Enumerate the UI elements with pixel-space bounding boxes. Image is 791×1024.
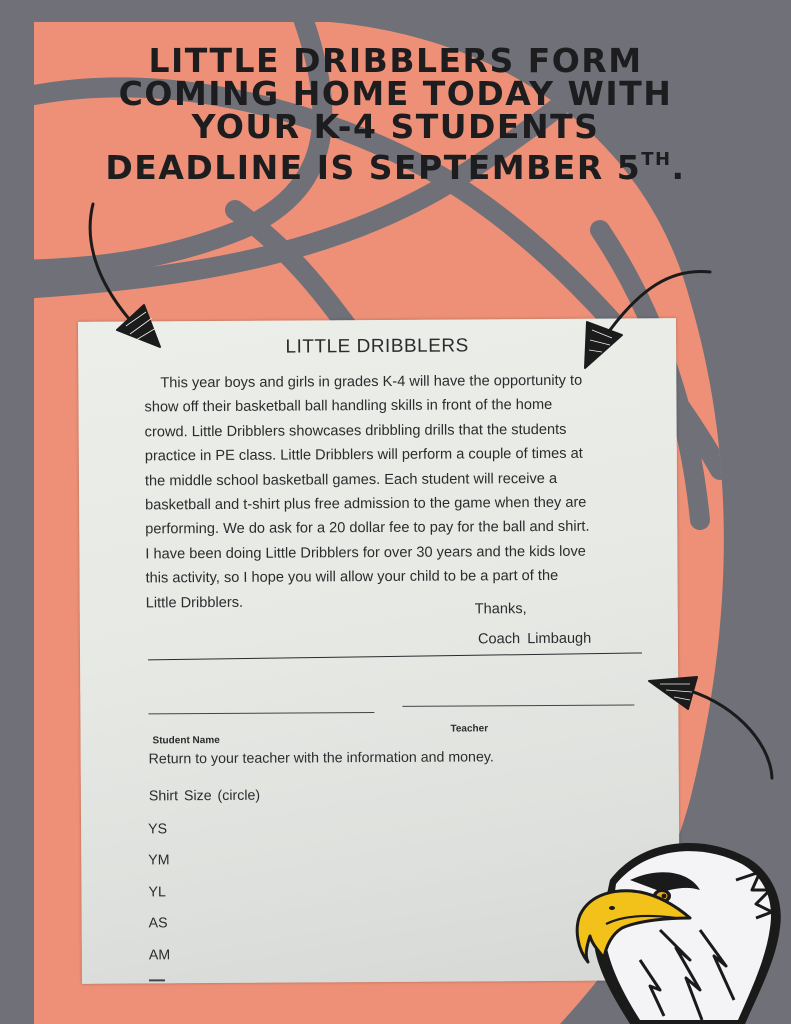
body-line: I have been doing Little Dribblers for over 30 years and the kids love xyxy=(145,543,586,563)
form-title: LITTLE DRIBBLERS xyxy=(285,335,469,358)
coach-signature: Coach Limbaugh xyxy=(477,630,592,648)
teacher-label: Teacher xyxy=(450,723,489,735)
deadline-period: . xyxy=(671,148,686,187)
shirt-size-label: Shirt Size (circle) xyxy=(148,787,261,805)
headline-line: LITTLE DRIBBLERS FORM xyxy=(148,41,643,80)
deadline-ordinal: TH xyxy=(641,149,672,170)
size-option-am[interactable]: AM xyxy=(148,947,171,964)
body-line: crowd. Little Dribblers showcases dribbling drills that the students xyxy=(144,421,567,441)
size-option-as[interactable]: AS xyxy=(148,915,168,932)
body-line: show off their basketball ball handling skills in front of the home xyxy=(144,397,553,416)
body-line: the middle school basketball games. Each student will receive a xyxy=(144,470,558,490)
body-line: performing. We do ask for a 20 dollar fee to pay for the ball and shirt. xyxy=(145,519,590,538)
form-body xyxy=(144,369,615,616)
deadline-text: DEADLINE IS SEPTEMBER 5 xyxy=(105,148,642,187)
headline-deadline-line xyxy=(40,143,751,187)
body-line: practice in PE class. Little Dribblers will perform a couple of times at xyxy=(144,445,583,465)
student-name-field[interactable] xyxy=(148,712,374,714)
body-line: Little Dribblers. xyxy=(145,594,244,612)
teacher-field[interactable] xyxy=(402,704,634,706)
cut-off-size-option xyxy=(149,976,169,982)
size-option-ym[interactable]: YM xyxy=(148,852,170,869)
student-name-label: Student Name xyxy=(152,734,220,747)
signature-divider xyxy=(148,652,642,660)
body-line: this activity, so I hope you will allow your child to be a part of the xyxy=(145,568,559,587)
body-line: basketball and t-shirt plus free admission to the game when they are xyxy=(145,494,587,514)
headline-line: YOUR K-4 STUDENTS xyxy=(191,107,600,146)
return-instruction: Return to your teacher with the information and money. xyxy=(148,749,494,768)
body-paragraph xyxy=(144,369,615,616)
thanks-text: Thanks, xyxy=(474,601,527,618)
size-option-ys[interactable]: YS xyxy=(148,821,168,838)
headline-line: COMING HOME TODAY WITH xyxy=(118,74,673,113)
body-line: This year boys and girls in grades K-4 will have the opportunity to xyxy=(160,372,583,392)
headline xyxy=(40,41,751,187)
size-option-yl[interactable]: YL xyxy=(148,884,166,901)
permission-form xyxy=(78,318,680,984)
